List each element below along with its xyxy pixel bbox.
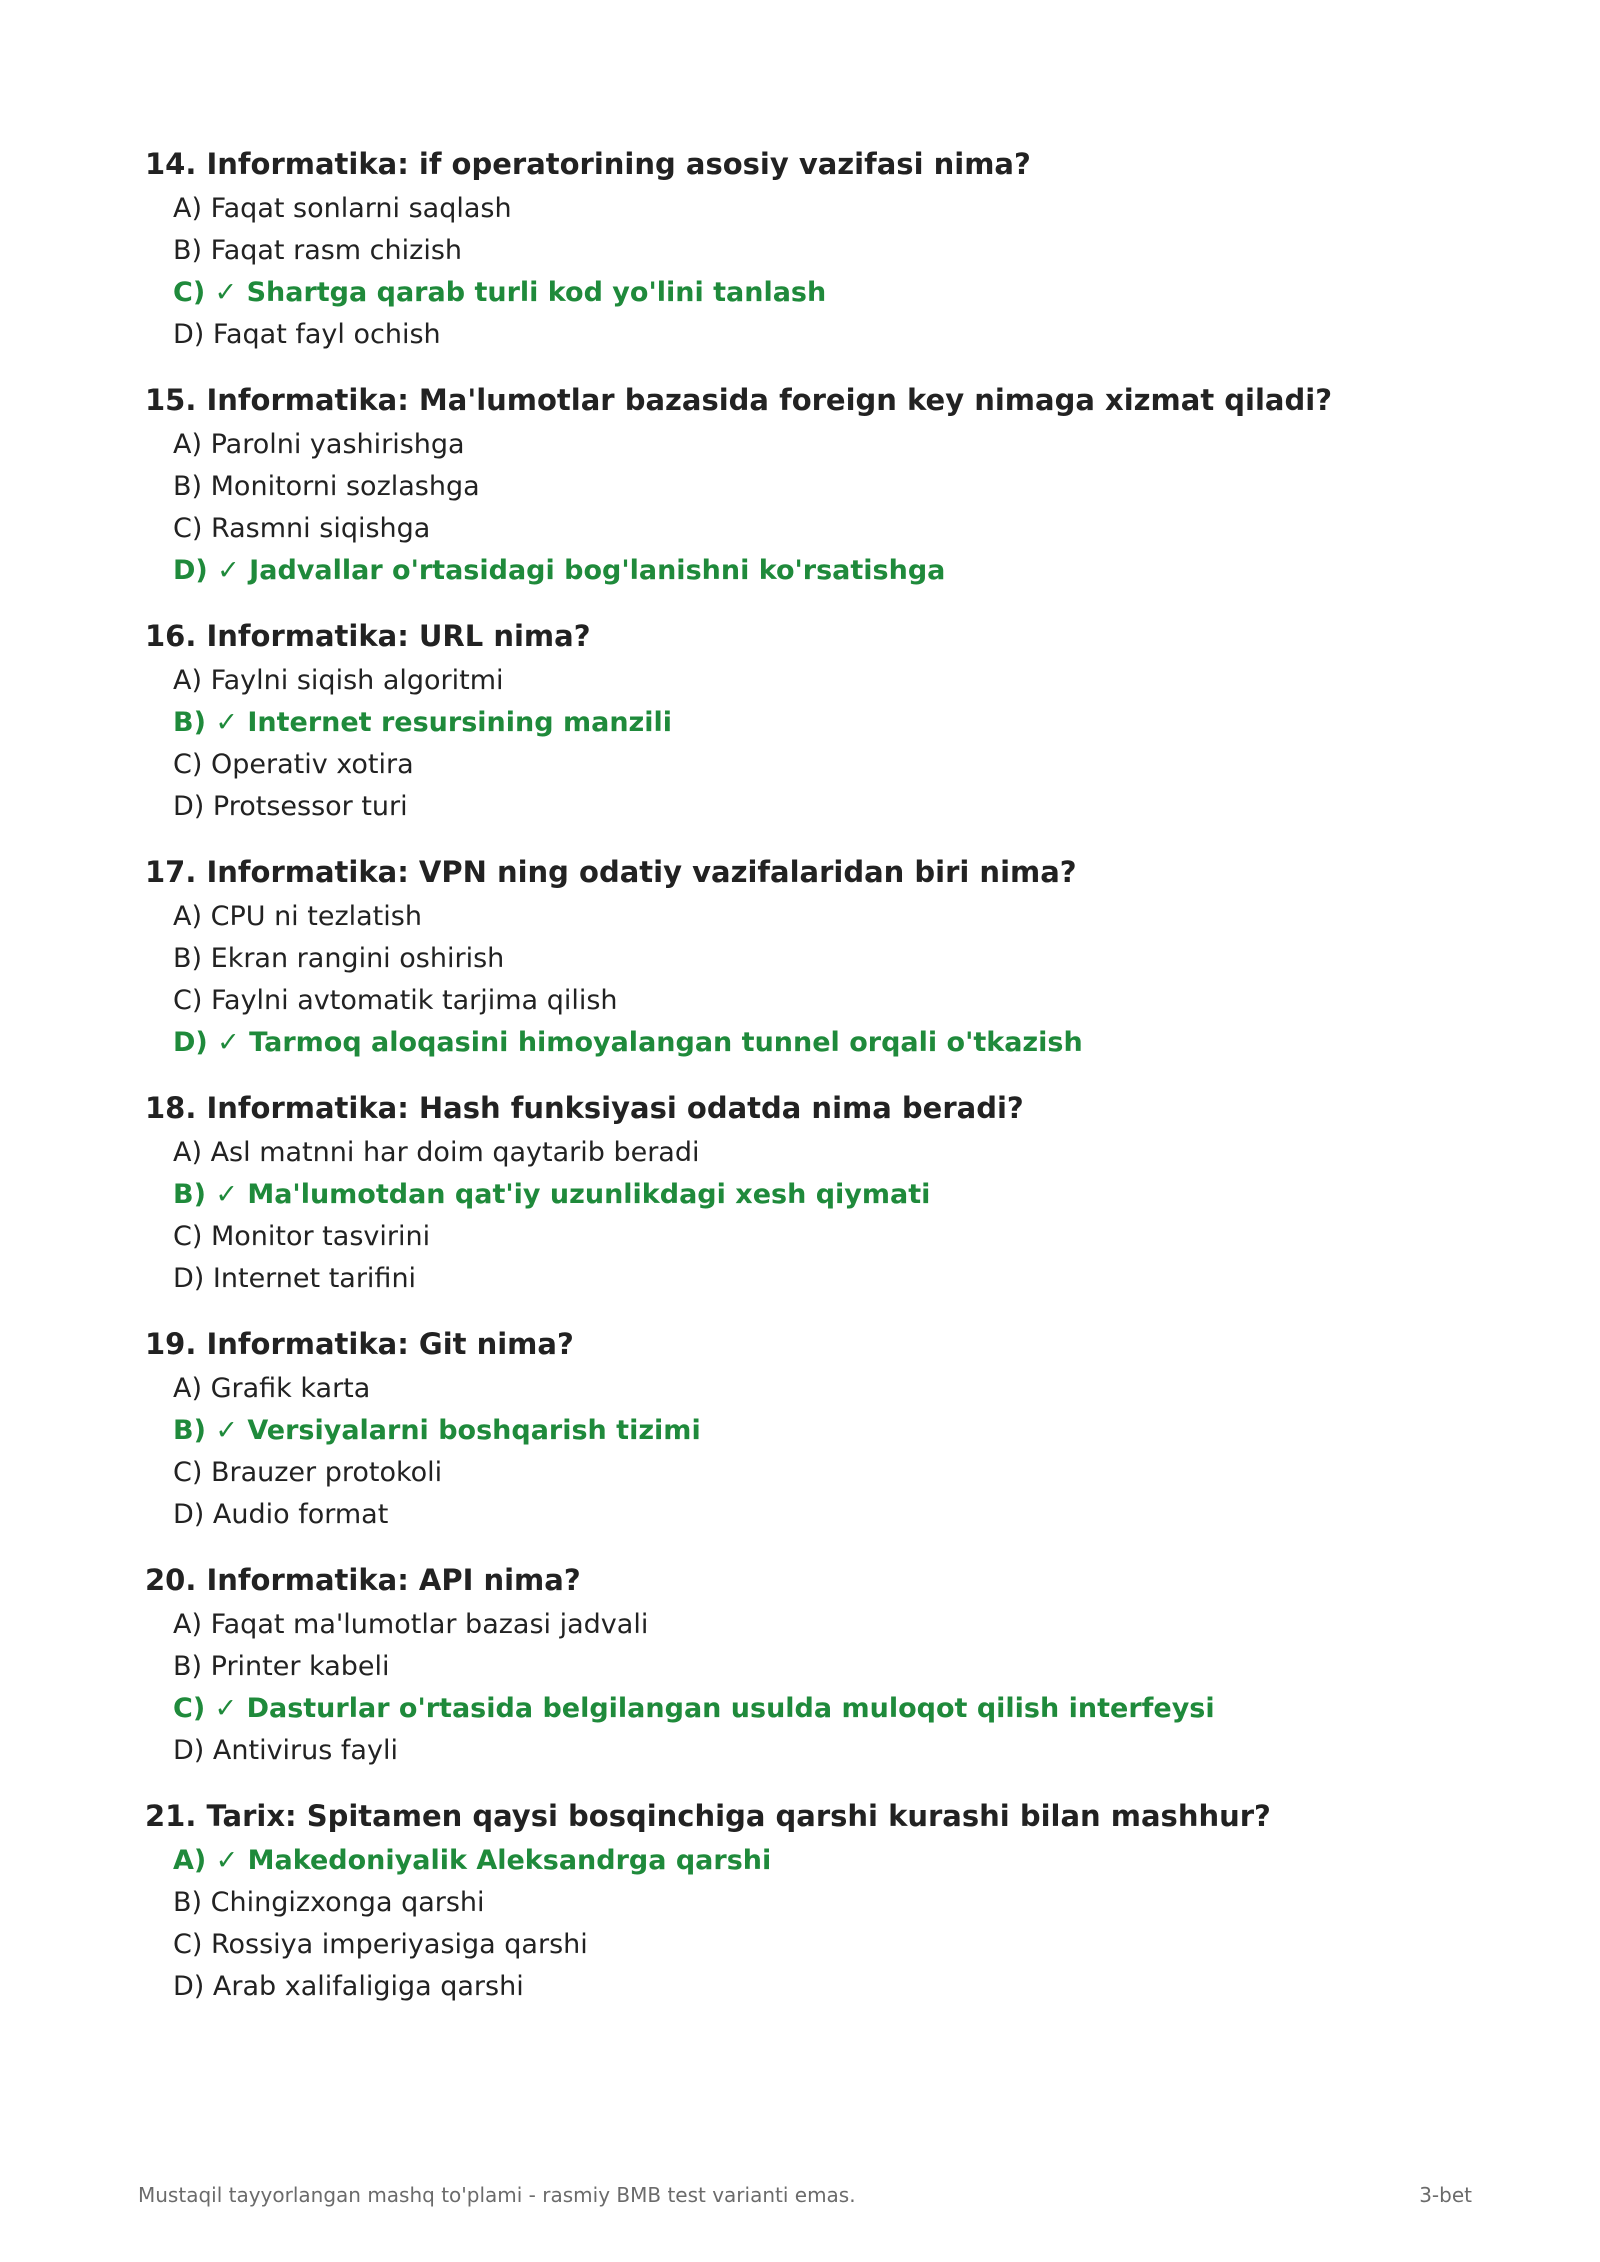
answer-option: A) Asl matnni har doim qaytarib beradi [173, 1137, 700, 1168]
answer-option: A) CPU ni tezlatish [173, 901, 422, 932]
answer-option-correct: D) ✓ Tarmoq aloqasini himoyalangan tunnel orqali o'tkazish [173, 1027, 1083, 1058]
answer-option: C) Operativ xotira [173, 749, 414, 780]
answer-option: A) Faylni siqish algoritmi [173, 665, 504, 696]
question-title: 14. Informatika: if operatorining asosiy vazifasi nima? [145, 147, 1031, 181]
answer-option-correct: C) ✓ Shartga qarab turli kod yo'lini tanlash [173, 277, 827, 308]
question-list [145, 140, 1485, 2028]
answer-options [145, 1840, 1485, 2008]
answer-option: B) Printer kabeli [173, 1651, 390, 1682]
answer-options [145, 1132, 1485, 1300]
answer-option-correct: A) ✓ Makedoniyalik Aleksandrga qarshi [173, 1845, 772, 1876]
question-title: 21. Tarix: Spitamen qaysi bosqinchiga qarshi kurashi bilan mashhur? [145, 1799, 1271, 1833]
answer-option: D) Antivirus fayli [173, 1735, 398, 1766]
answer-option-correct: C) ✓ Dasturlar o'rtasida belgilangan usulda muloqot qilish interfeysi [173, 1693, 1215, 1724]
footer-note: Mustaqil tayyorlangan mashq to'plami - rasmiy BMB test varianti emas. [138, 2183, 856, 2207]
answer-option-correct: B) ✓ Versiyalarni boshqarish tizimi [173, 1415, 701, 1446]
question-block [145, 1320, 1485, 1536]
answer-option: B) Faqat rasm chizish [173, 235, 462, 266]
answer-option: B) Chingizxonga qarshi [173, 1887, 485, 1918]
answer-option: A) Parolni yashirishga [173, 429, 465, 460]
page-number: 3-bet [1419, 2183, 1472, 2207]
answer-option: D) Protsessor turi [173, 791, 408, 822]
answer-option: A) Faqat sonlarni saqlash [173, 193, 512, 224]
answer-option: C) Brauzer protokoli [173, 1457, 443, 1488]
answer-option: D) Audio format [173, 1499, 389, 1530]
question-block [145, 848, 1485, 1064]
question-title: 17. Informatika: VPN ning odatiy vazifalaridan biri nima? [145, 855, 1077, 889]
answer-option: D) Faqat fayl ochish [173, 319, 441, 350]
question-title: 15. Informatika: Ma'lumotlar bazasida foreign key nimaga xizmat qiladi? [145, 383, 1333, 417]
question-block [145, 1556, 1485, 1772]
question-block [145, 1792, 1485, 2008]
question-title: 16. Informatika: URL nima? [145, 619, 591, 653]
question-title: 20. Informatika: API nima? [145, 1563, 581, 1597]
answer-option: B) Ekran rangini oshirish [173, 943, 505, 974]
answer-options [145, 1368, 1485, 1536]
question-title: 18. Informatika: Hash funksiyasi odatda nima beradi? [145, 1091, 1024, 1125]
answer-option-correct: B) ✓ Ma'lumotdan qat'iy uzunlikdagi xesh qiymati [173, 1179, 931, 1210]
question-block [145, 376, 1485, 592]
question-block [145, 1084, 1485, 1300]
answer-option: D) Internet tarifini [173, 1263, 417, 1294]
question-title: 19. Informatika: Git nima? [145, 1327, 574, 1361]
answer-option-correct: B) ✓ Internet resursining manzili [173, 707, 673, 738]
answer-option-correct: D) ✓ Jadvallar o'rtasidagi bog'lanishni ko'rsatishga [173, 555, 946, 586]
answer-option: D) Arab xalifaligiga qarshi [173, 1971, 524, 2002]
question-block [145, 140, 1485, 356]
question-block [145, 612, 1485, 828]
answer-options [145, 424, 1485, 592]
answer-option: A) Faqat ma'lumotlar bazasi jadvali [173, 1609, 649, 1640]
answer-options [145, 188, 1485, 356]
answer-option: C) Monitor tasvirini [173, 1221, 431, 1252]
answer-option: B) Monitorni sozlashga [173, 471, 480, 502]
answer-option: C) Faylni avtomatik tarjima qilish [173, 985, 618, 1016]
answer-option: C) Rossiya imperiyasiga qarshi [173, 1929, 588, 1960]
answer-options [145, 660, 1485, 828]
answer-options [145, 896, 1485, 1064]
answer-options [145, 1604, 1485, 1772]
answer-option: C) Rasmni siqishga [173, 513, 431, 544]
answer-option: A) Grafik karta [173, 1373, 371, 1404]
